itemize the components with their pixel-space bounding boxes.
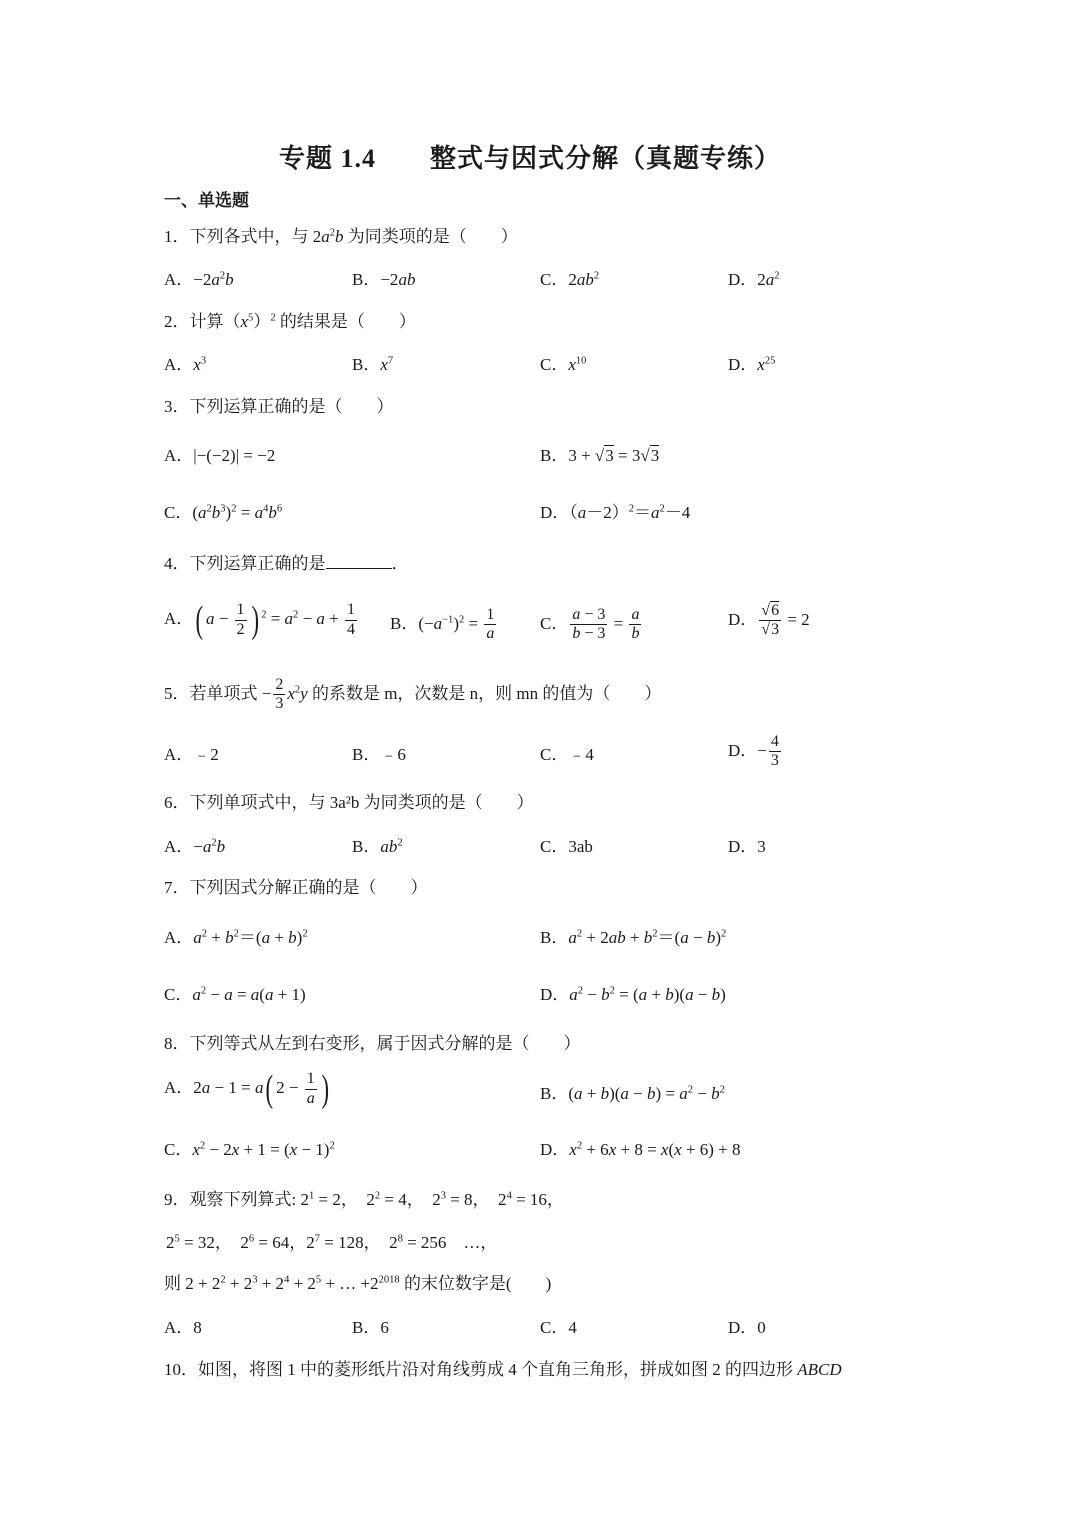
- question-6-option-b[interactable]: B．$ab^2$: [352, 837, 403, 856]
- question-1-option-d[interactable]: D．$2a^2$: [728, 270, 780, 289]
- question-6-option-d[interactable]: D．3: [728, 837, 766, 856]
- section-heading: 一、单选题: [164, 191, 249, 210]
- page-title: 专题 1.4 整式与因式分解（真题专练）: [279, 144, 782, 173]
- question-3-stem: 3．下列运算正确的是（ ）: [164, 397, 394, 416]
- question-1-option-c[interactable]: C．$2ab^2$: [540, 270, 600, 289]
- question-2-option-a[interactable]: A．$x^3$: [164, 355, 207, 374]
- question-3-option-d[interactable]: D．$(a-2)^2=a^2-4$: [540, 503, 691, 522]
- question-6-option-c[interactable]: C．3ab: [540, 837, 593, 856]
- question-8-option-d[interactable]: D．$x^2 + 6x + 8 = x(x + 6) + 8$: [540, 1140, 741, 1159]
- question-7-option-b[interactable]: B．$a^2 + 2ab + b^2=(a - b)^2$: [540, 928, 727, 947]
- question-8-option-a[interactable]: A．2a − 1 = a( 2 − $\frac{1}{a}$ ): [164, 1068, 329, 1110]
- question-2-option-c[interactable]: C．$x^{10}$: [540, 355, 587, 374]
- question-1-option-a[interactable]: A．$-2a^2b$: [164, 270, 234, 289]
- question-5-option-b[interactable]: B．﹣6: [352, 745, 406, 764]
- question-9-stem: 9．观察下列算式: $2^1 = 2$， $2^2 = 4$， $2^3 = 8$， $2^4 = 16$，: [164, 1190, 564, 1209]
- question-5-option-c[interactable]: C．﹣4: [540, 745, 594, 764]
- question-5-stem: 5．若单项式 − $\frac{2}{3}$ $x^2y$ 的系数是 m，次数是 n，则 mn 的值为（ ）: [164, 676, 662, 713]
- question-9-option-c[interactable]: C．4: [540, 1318, 577, 1337]
- question-8-option-c[interactable]: C．$x^2 - 2x + 1 = (x - 1)^2$: [164, 1140, 335, 1159]
- question-7-option-a[interactable]: A．$a^2 + b^2=(a + b)^2$: [164, 928, 308, 947]
- question-10-stem: 10．如图，将图 1 中的菱形纸片沿对角线剪成 4 个直角三角形，拼成如图 2 的四边形 ABCD: [164, 1360, 842, 1379]
- question-4-option-b[interactable]: B．$(-a^{-1})^2$ = $\frac{1}{a}$: [390, 606, 495, 643]
- answer-blank[interactable]: [326, 554, 392, 569]
- question-9-option-b[interactable]: B．6: [352, 1318, 389, 1337]
- question-4-option-a[interactable]: A．( a − $\frac{1}{2}$ ) $^2 = a^2 - a$ + $\frac{1}{4}$: [164, 599, 355, 641]
- question-5-option-d[interactable]: D．− $\frac{4}{3}$: [728, 733, 779, 770]
- question-4-option-c[interactable]: C． $\frac{a - 3}{b - 3}$ = $\frac{a}{b}$: [540, 606, 640, 643]
- question-4-stem: 4．下列运算正确的是 ．: [164, 554, 409, 573]
- question-1-option-b[interactable]: B．−2ab: [352, 270, 416, 289]
- question-2-stem: 2．计算$(x^5)^2$ 的结果是（ ）: [164, 312, 416, 331]
- question-9-option-d[interactable]: D．0: [728, 1318, 766, 1337]
- question-5-option-a[interactable]: A．﹣2: [164, 745, 219, 764]
- question-6-option-a[interactable]: A．$-a^2b$: [164, 837, 226, 856]
- question-3-option-b[interactable]: B．3 + √3 = 3√3: [540, 446, 660, 465]
- question-8-stem: 8．下列等式从左到右变形，属于因式分解的是（ ）: [164, 1034, 581, 1053]
- question-7-option-c[interactable]: C．$a^2 - a = a(a + 1)$: [164, 985, 306, 1004]
- question-1-stem: 1．下列各式中，与 $2a^2b$ 为同类项的是（ ）: [164, 227, 518, 246]
- question-2-option-b[interactable]: B．$x^7$: [352, 355, 394, 374]
- question-9-line-2: $2^5 = 32$， $2^6 = 64$，$2^7 = 128$， $2^8 = 256$ …，: [166, 1233, 498, 1252]
- question-3-option-c[interactable]: C．$(a^2b^3)^2 = a^4b^6$: [164, 503, 283, 522]
- question-4-option-d[interactable]: D． $\frac{√6}{√3}$ = 2: [728, 602, 810, 639]
- question-7-stem: 7．下列因式分解正确的是（ ）: [164, 878, 428, 897]
- question-9-line-3: 则 $2 + 2^2 + 2^3 + 2^4 + 2^5$ + … $+2^{2018}$ 的末位数字是( ): [164, 1274, 552, 1293]
- question-6-stem: 6．下列单项式中，与 3a²b 为同类项的是（ ）: [164, 793, 534, 812]
- question-7-option-d[interactable]: D．$a^2 - b^2 = (a + b)(a - b)$: [540, 985, 726, 1004]
- question-2-option-d[interactable]: D．$x^{25}$: [728, 355, 776, 374]
- question-9-option-a[interactable]: A．8: [164, 1318, 202, 1337]
- question-8-option-b[interactable]: B．$(a + b)(a - b) = a^2 - b^2$: [540, 1084, 725, 1103]
- question-3-option-a[interactable]: A．|−(−2)| = −2: [164, 446, 276, 465]
